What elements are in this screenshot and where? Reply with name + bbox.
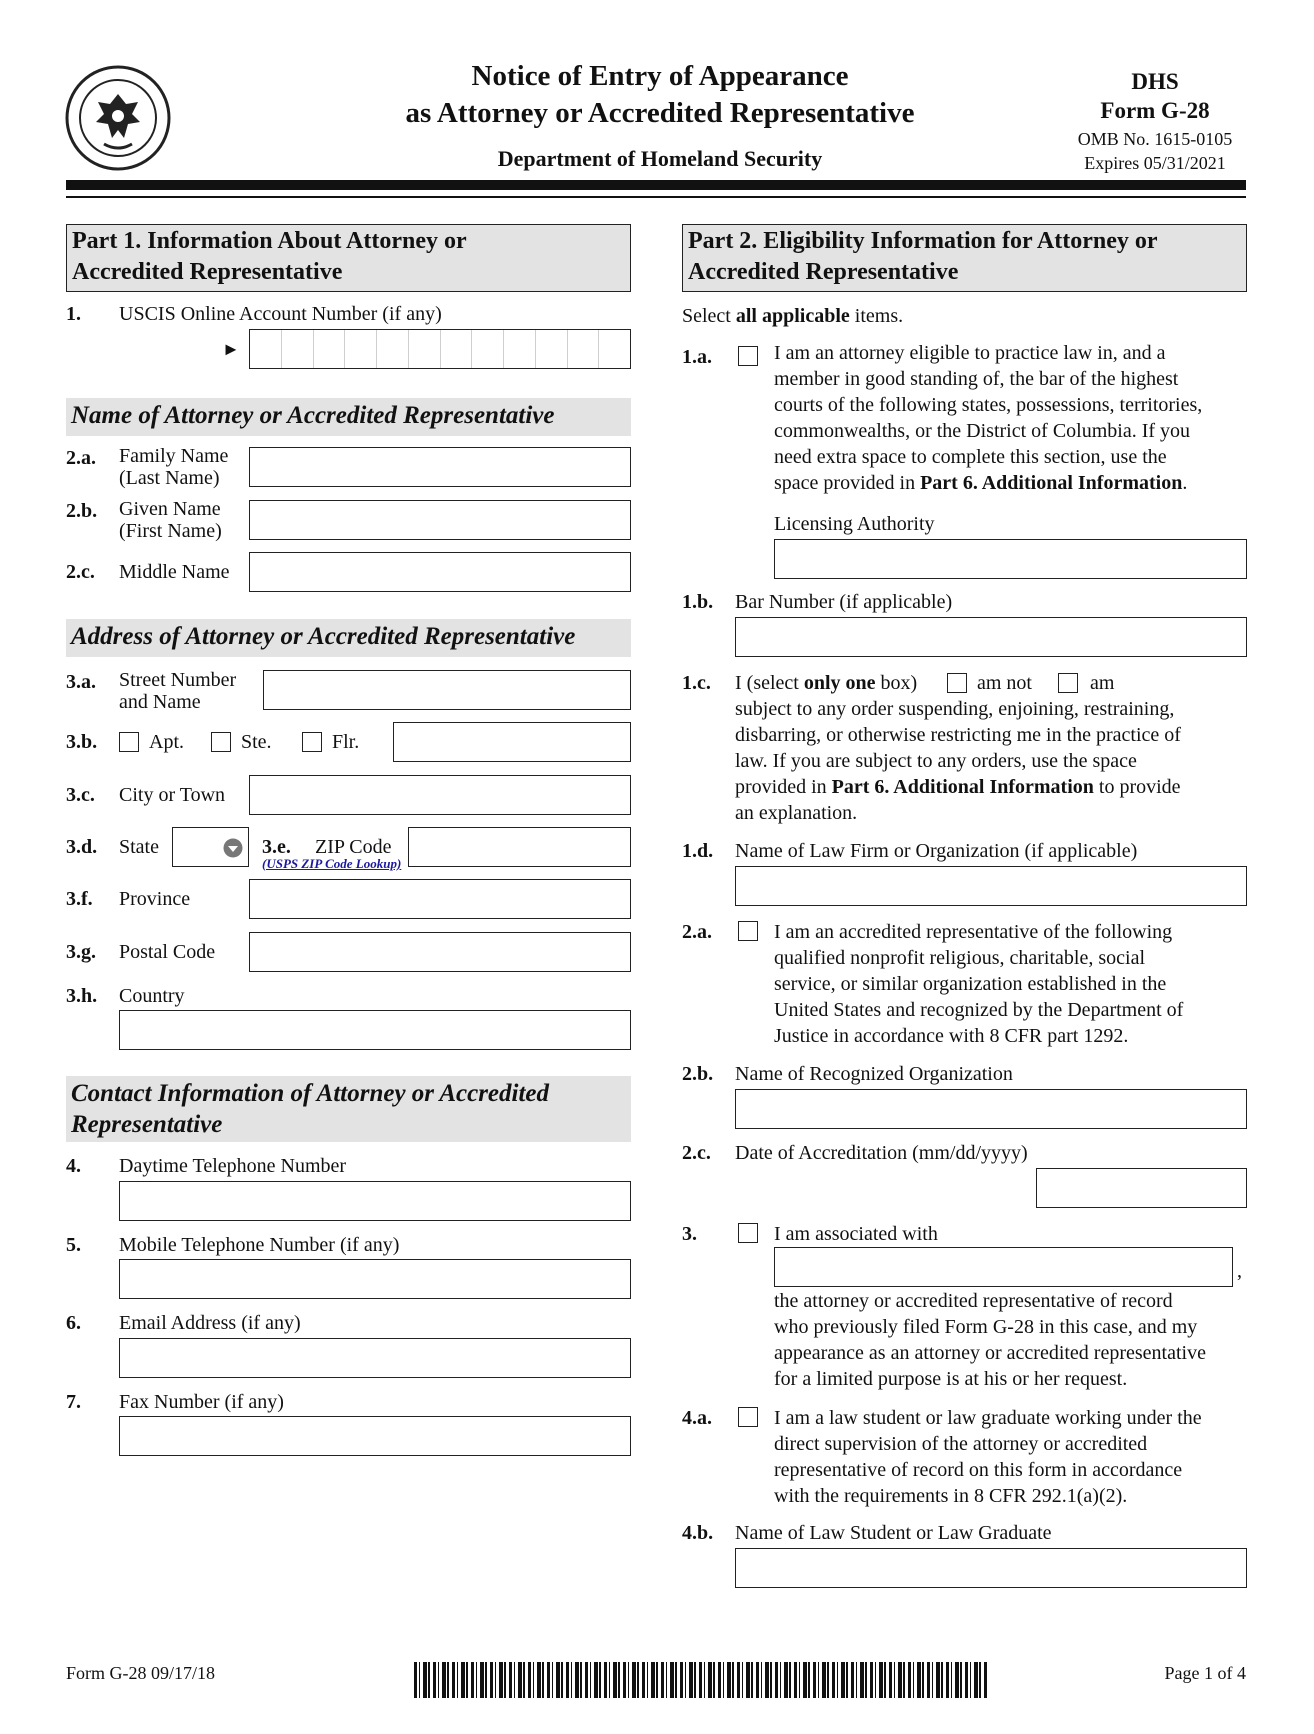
attorney-checkbox[interactable] (738, 346, 758, 366)
country-input[interactable] (119, 1010, 631, 1050)
select-instruction: Select all applicable items. (682, 305, 904, 327)
associated-statement: the attorney or accredited representative of record who previously filed Form G-28 in this case, and my appearance as an attorney or accredited representative for a limited purpose is at his or her request. (774, 1290, 1206, 1390)
department-name: Department of Homeland Security (497, 146, 823, 171)
expiration-date: Expires 05/31/2021 (1084, 153, 1226, 173)
select-one-label: I (select only one box) (735, 672, 918, 694)
form-title-line1: Notice of Entry of Appearance (471, 60, 849, 92)
q3g-label: Postal Code (119, 941, 216, 963)
q3h-label: Country (119, 985, 185, 1007)
p2-q4b-number: 4.b. (682, 1522, 714, 1544)
barcode (414, 1662, 989, 1698)
form-id: Form G-28 (1100, 98, 1210, 123)
state-select[interactable] (172, 827, 249, 867)
part1-title: Part 1. Information About Attorney or Accredited Representative (66, 224, 631, 292)
am-not-label: am not (977, 672, 1032, 694)
law-student-name-label: Name of Law Student or Law Graduate (735, 1522, 1052, 1544)
page-number: Page 1 of 4 (1164, 1663, 1246, 1683)
q2c-label: Middle Name (119, 561, 230, 583)
flr-label: Flr. (332, 731, 360, 753)
mobile-phone-input[interactable] (119, 1259, 631, 1299)
q3d-number: 3.d. (66, 836, 98, 858)
form-edition: Form G-28 09/17/18 (66, 1663, 216, 1683)
p2-q1b-number: 1.b. (682, 591, 714, 613)
q3a-label-line1: Street Number (119, 669, 237, 691)
q3f-label: Province (119, 888, 191, 910)
q3g-number: 3.g. (66, 941, 96, 963)
attorney-statement: I am an attorney eligible to practice law in, and a member in good standing of, the bar of the highest courts of the following states, possessions, territories, commonwealths, or the District of Columbia. If you need extra space to complete this section, use the space provided in Part 6. Additional Information. (774, 342, 1203, 494)
q4-label: Daytime Telephone Number (119, 1155, 347, 1177)
email-input[interactable] (119, 1338, 631, 1378)
header-rule-thin (66, 196, 1246, 198)
q3a-number: 3.a. (66, 671, 96, 693)
q1-number: 1. (66, 303, 81, 325)
p2-q1a-number: 1.a. (682, 346, 712, 368)
q3a-label-line2: and Name (119, 691, 201, 713)
p2-q4a-number: 4.a. (682, 1407, 712, 1429)
q3c-label: City or Town (119, 784, 226, 806)
chevron-down-icon[interactable] (223, 838, 243, 858)
q3d-label: State (119, 836, 159, 858)
dhs-seal-icon (64, 64, 172, 172)
q2a-number: 2.a. (66, 447, 96, 469)
q2c-number: 2.c. (66, 561, 95, 583)
form-title-line2: as Attorney or Accredited Representative (405, 97, 915, 129)
q2a-label-line2: (Last Name) (119, 467, 220, 489)
ste-label: Ste. (241, 731, 272, 753)
q2b-label-line2: (First Name) (119, 520, 222, 542)
daytime-phone-input[interactable] (119, 1181, 631, 1221)
unit-number-input[interactable] (393, 722, 631, 762)
q3e-number: 3.e. (262, 836, 291, 858)
q5-label: Mobile Telephone Number (if any) (119, 1234, 400, 1256)
accreditation-date-input[interactable] (1036, 1168, 1247, 1208)
am-label: am (1090, 672, 1115, 694)
accreditation-date-label: Date of Accreditation (mm/dd/yyyy) (735, 1142, 1028, 1164)
fax-input[interactable] (119, 1416, 631, 1456)
associated-checkbox[interactable] (738, 1223, 758, 1243)
q2b-label-line1: Given Name (119, 498, 221, 520)
p2-q3-number: 3. (682, 1223, 697, 1245)
arrow-icon: ► (222, 339, 240, 359)
p2-q1d-number: 1.d. (682, 840, 714, 862)
address-section-heading: Address of Attorney or Accredited Representative (66, 619, 631, 657)
q3h-number: 3.h. (66, 985, 98, 1007)
postal-code-input[interactable] (249, 932, 631, 972)
p2-q2c-number: 2.c. (682, 1142, 711, 1164)
law-student-checkbox[interactable] (738, 1407, 758, 1427)
flr-checkbox[interactable] (302, 732, 322, 752)
q3f-number: 3.f. (66, 888, 93, 910)
q5-number: 5. (66, 1234, 81, 1256)
ste-checkbox[interactable] (211, 732, 231, 752)
accredited-rep-statement: I am an accredited representative of the following qualified nonprofit religious, charitable, social service, or similar organization established in the United States and recognized by the Department of Justice in accordance with 8 CFR part 1292. (774, 921, 1184, 1047)
q2a-label-line1: Family Name (119, 445, 229, 467)
q7-label: Fax Number (if any) (119, 1391, 284, 1413)
agency-label: DHS (1131, 69, 1179, 94)
associated-label: I am associated with (774, 1223, 938, 1245)
q7-number: 7. (66, 1391, 81, 1413)
p2-q2a-number: 2.a. (682, 921, 712, 943)
family-name-input[interactable] (249, 447, 631, 487)
province-input[interactable] (249, 879, 631, 919)
bar-number-input[interactable] (735, 617, 1247, 657)
zip-lookup-link[interactable]: (USPS ZIP Code Lookup) (262, 856, 402, 871)
name-section-heading: Name of Attorney or Accredited Representative (66, 398, 631, 436)
q4-number: 4. (66, 1155, 81, 1177)
am-not-checkbox[interactable] (947, 673, 967, 693)
middle-name-input[interactable] (249, 552, 631, 592)
recognized-org-label: Name of Recognized Organization (735, 1063, 1013, 1085)
licensing-authority-input[interactable] (774, 539, 1247, 579)
am-checkbox[interactable] (1058, 673, 1078, 693)
accredited-rep-checkbox[interactable] (738, 921, 758, 941)
city-input[interactable] (249, 775, 631, 815)
apt-label: Apt. (149, 731, 184, 753)
comma: , (1237, 1260, 1242, 1282)
q6-number: 6. (66, 1312, 81, 1334)
bar-number-label: Bar Number (if applicable) (735, 591, 953, 613)
q1-label: USCIS Online Account Number (if any) (119, 303, 442, 325)
law-student-statement: I am a law student or law graduate working under the direct supervision of the attorney or accredited representative of record on this form in accordance with the requirements in 8 CFR 292.1(a)(2). (774, 1407, 1202, 1507)
p2-q2b-number: 2.b. (682, 1063, 714, 1085)
licensing-authority-label: Licensing Authority (774, 513, 935, 535)
apt-checkbox[interactable] (119, 732, 139, 752)
law-student-name-input[interactable] (735, 1548, 1247, 1588)
q3e-label: ZIP Code (315, 836, 392, 858)
contact-section-heading: Contact Information of Attorney or Accredited Representative (66, 1076, 631, 1142)
q6-label: Email Address (if any) (119, 1312, 301, 1334)
uscis-account-number-input[interactable] (249, 329, 631, 369)
law-firm-input[interactable] (735, 866, 1247, 906)
associated-name-input[interactable] (774, 1247, 1233, 1287)
q3c-number: 3.c. (66, 784, 95, 806)
omb-number: OMB No. 1615-0105 (1077, 129, 1233, 149)
given-name-input[interactable] (249, 500, 631, 540)
header-rule-thick (66, 180, 1246, 190)
q3b-number: 3.b. (66, 731, 98, 753)
part2-title: Part 2. Eligibility Information for Attorney or Accredited Representative (682, 224, 1247, 292)
q2b-number: 2.b. (66, 500, 98, 522)
zip-code-input[interactable] (408, 827, 631, 867)
law-firm-label: Name of Law Firm or Organization (if applicable) (735, 840, 1138, 862)
street-input[interactable] (263, 670, 631, 710)
recognized-org-input[interactable] (735, 1089, 1247, 1129)
order-statement: subject to any order suspending, enjoining, restraining, disbarring, or otherwise restricting me in the practice of law. If you are subject to any orders, use the space provided in Part 6. Additional Information to provide an explanation. (735, 698, 1181, 824)
p2-q1c-number: 1.c. (682, 672, 711, 694)
